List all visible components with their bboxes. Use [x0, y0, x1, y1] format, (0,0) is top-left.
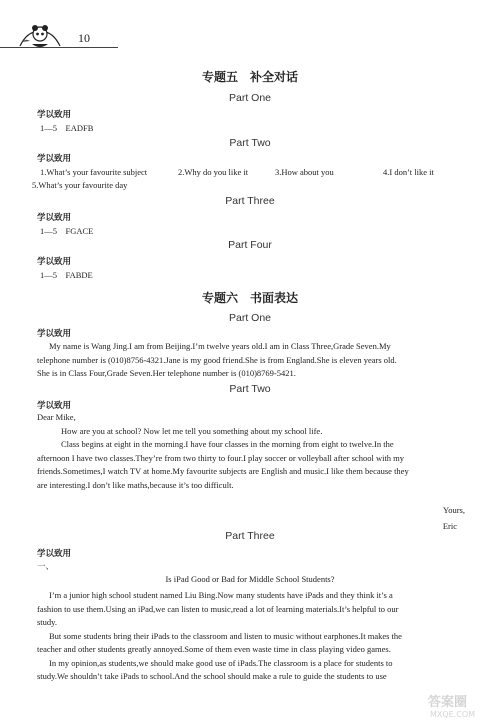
- page-header: [0, 0, 500, 60]
- topic5-part-three-label: 学以致用: [37, 213, 72, 223]
- topic5-part-two-label: 学以致用: [37, 154, 72, 164]
- topic5-part-one-label: 学以致用: [37, 110, 72, 120]
- essay-line: In my opinion,as students,we should make good use of iPads.The classroom is a place for students to: [49, 657, 393, 668]
- letter-salutation: Dear Mike,: [37, 412, 76, 422]
- essay-line: But some students bring their iPads to the classroom and listen to music without earphones.It makes the: [49, 630, 402, 641]
- topic5-title: 专题五 补全对话: [201, 70, 298, 84]
- topic5-part-three-heading: Part Three: [225, 195, 275, 207]
- topic5-part-four-label: 学以致用: [37, 257, 72, 267]
- topic5-part-four-answer: 1—5 FABDE: [40, 270, 93, 280]
- topic5-part-two-answer-2: 2.Why do you like it: [178, 167, 249, 177]
- topic6-part-three-number: 一、: [37, 561, 55, 571]
- topic5-part-one-answer: 1—5 EADFB: [40, 123, 94, 133]
- topic6-part-one-body: [37, 340, 469, 381]
- topic6-part-one-label: 学以致用: [37, 329, 72, 339]
- topic6-part-one-heading: Part One: [228, 312, 272, 324]
- topic6-part-three-heading: Part Three: [225, 530, 275, 542]
- essay-line: fashion to use them.Using an iPad,we can listen to music,read a lot of learning materials.It’s helpful to our: [37, 603, 399, 614]
- letter-signature: Eric: [442, 520, 457, 531]
- topic5-part-two-answer-4: 4.I don’t like it: [383, 167, 434, 177]
- topic6-part-two-label: 学以致用: [37, 401, 72, 411]
- essay-line: teacher and other students greatly annoyed.Some of them even waste time in class playing video games.: [37, 644, 391, 654]
- essay-line: study.: [37, 617, 57, 627]
- paragraph-line: telephone number is (010)8756-4321.Jane is my good friend.She is from England.She is eleven years old.: [37, 354, 397, 365]
- topic6-part-two-heading: Part Two: [229, 383, 271, 395]
- topic5-part-three-answer: 1—5 FGACE: [40, 226, 94, 236]
- letter-line: How are you at school? Now let me tell you something about my school life.: [61, 425, 323, 436]
- topic5-part-two-answer-3: 3.How about you: [275, 167, 334, 177]
- page-number: 10: [78, 31, 90, 45]
- topic6-part-three-essay: [37, 589, 469, 684]
- letter-line: Class begins at eight in the morning.I have four classes in the morning from eight to twelve.In the: [61, 439, 394, 449]
- essay-title: Is iPad Good or Bad for Middle School Students?: [165, 574, 335, 584]
- letter-line: are interesting.I don’t like maths,because it’s too difficult.: [37, 479, 234, 490]
- paragraph-line: My name is Wang Jing.I am from Beijing.I’m twelve years old.I am in Class Three,Grade Seven.My: [49, 341, 391, 351]
- watermark-sub: MXQE.COM: [430, 710, 476, 719]
- topic6-title: 专题六 书面表达: [201, 291, 298, 305]
- header-rule: [0, 47, 118, 48]
- panda-logo-icon: [18, 20, 62, 48]
- topic5-part-four-heading: Part Four: [228, 239, 272, 251]
- paragraph-line: She is in Class Four,Grade Seven.Her telephone number is (010)8769-5421.: [37, 368, 296, 378]
- topic5-part-two-answer-1: 1.What’s your favourite subject: [40, 167, 148, 177]
- essay-line: I’m a junior high school student named Liu Bing.Now many students have iPads and they think it’s a: [49, 590, 393, 600]
- letter-line: friends.Sometimes,I watch TV at home.My favourite subjects are English and music.I like them because they: [37, 466, 409, 476]
- topic5-part-one-heading: Part One: [228, 92, 272, 104]
- letter-line: afternoon I have two classes.They’re from two thirty to four.I play soccer or volleyball after school with my: [37, 452, 405, 463]
- topic5-part-two-heading: Part Two: [229, 137, 271, 149]
- watermark-logo-icon: [426, 691, 496, 719]
- letter-closing: Yours,: [442, 505, 465, 515]
- essay-line: study.We shouldn’t take iPads to school.And the school should make a rule to guide the students to use: [37, 671, 387, 681]
- topic6-part-two-letter: [37, 411, 469, 533]
- watermark-text: 答案圈: [428, 695, 468, 710]
- topic6-part-three-label: 学以致用: [37, 549, 72, 559]
- topic5-part-two-answer-5: 5.What’s your favourite day: [32, 180, 128, 190]
